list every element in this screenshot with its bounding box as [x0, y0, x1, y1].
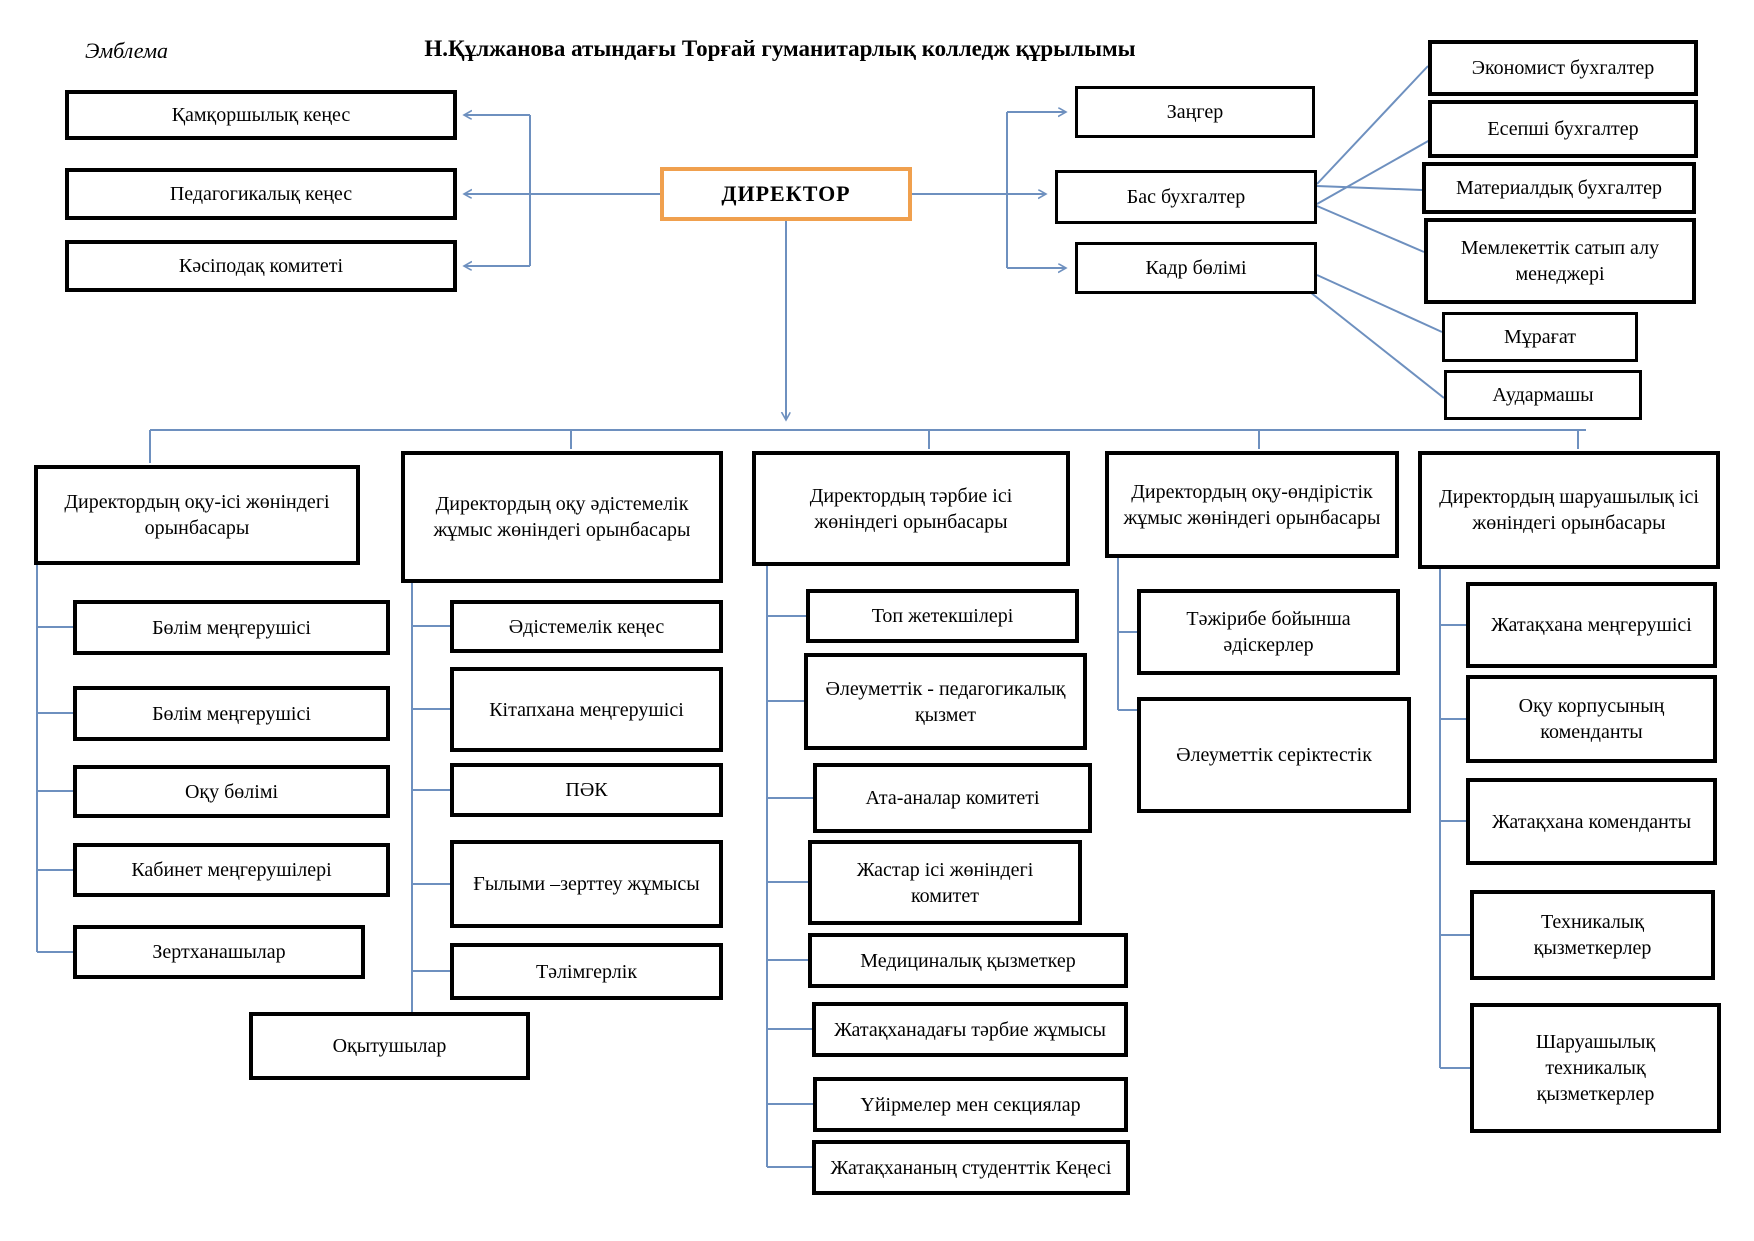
node-practice-methodists: Тәжірибе бойынша әдіскерлер — [1137, 589, 1400, 675]
node-dormitory-student-council: Жатақхананың студенттік Кеңесі — [812, 1140, 1130, 1195]
node-methodical-council: Әдістемелік кеңес — [450, 600, 723, 653]
node-study-dept: Оқу бөлімі — [73, 765, 390, 818]
node-deputy-academic: Директордың оқу-ісі жөніндегі орынбасары — [34, 465, 360, 565]
node-director: ДИРЕКТОР — [660, 167, 912, 221]
node-economist-accountant: Экономист бухгалтер — [1428, 40, 1698, 96]
node-mentorship: Тәлімгерлік — [450, 943, 723, 1000]
node-group-leaders: Топ жетекшілері — [806, 589, 1079, 643]
node-procurement-manager: Мемлекеттік сатып алу менеджері — [1424, 218, 1696, 304]
node-parents-committee: Ата-аналар комитеті — [813, 763, 1092, 833]
node-teachers: Оқытушылар — [249, 1012, 530, 1080]
node-deputy-methodical: Директордың оқу әдістемелік жұмыс жөніндегі орынбасары — [401, 451, 723, 583]
node-lawyer: Заңгер — [1075, 86, 1315, 138]
node-social-pedagogical: Әлеуметтік - педагогикалық қызмет — [804, 653, 1087, 750]
node-campus-commandant: Оқу корпусының коменданты — [1466, 675, 1717, 763]
node-deputy-educational: Директордың тәрбие ісі жөніндегі орынбасары — [752, 451, 1070, 566]
node-technical-staff: Техникалық қызметкерлер — [1470, 890, 1715, 980]
node-deputy-economic: Директордың шаруашылық ісі жөніндегі орынбасары — [1418, 451, 1720, 569]
node-cabinet-heads: Кабинет меңгерушілері — [73, 843, 390, 897]
node-hr-department: Кадр бөлімі — [1075, 242, 1317, 294]
connector-column-methodical — [412, 583, 450, 1012]
connector-chief-accountant-fan — [1317, 66, 1430, 252]
node-material-accountant: Материалдық бухгалтер — [1422, 162, 1696, 214]
node-chief-accountant: Бас бухгалтер — [1055, 170, 1317, 224]
page-title: Н.Құлжанова атындағы Торғай гуманитарлық колледж құрылымы — [424, 36, 1136, 61]
node-pak: ПӘК — [450, 763, 723, 817]
node-deputy-production: Директордың оқу-өндірістік жұмыс жөніндегі орынбасары — [1105, 451, 1399, 558]
node-clubs-sections: Үйірмелер мен секциялар — [813, 1077, 1128, 1132]
node-research-work: Ғылыми –зерттеу жұмысы — [450, 840, 723, 928]
emblem-label: Эмблема — [85, 38, 169, 63]
connector-column-academic — [37, 565, 73, 952]
node-lab-assistants: Зертханашылар — [73, 925, 365, 979]
node-dept-head-1: Бөлім меңгерушісі — [73, 600, 390, 655]
node-dormitory-head: Жатақхана меңгерушісі — [1466, 582, 1717, 668]
node-translator: Аудармашы — [1444, 370, 1642, 420]
node-medical-worker: Медициналық қызметкер — [808, 933, 1128, 988]
connector-director-to-left-councils — [464, 115, 660, 266]
connector-column-production — [1118, 558, 1137, 710]
node-pedagogical-council: Педагогикалық кеңес — [65, 168, 457, 220]
node-archive: Мұрағат — [1442, 312, 1638, 362]
node-dormitory-education: Жатақханадағы тәрбие жұмысы — [812, 1002, 1128, 1057]
node-dormitory-commandant: Жатақхана коменданты — [1466, 778, 1717, 865]
node-accounting-clerk: Есепші бухгалтер — [1428, 100, 1698, 158]
connector-director-to-right-units — [912, 112, 1066, 268]
node-social-partnership: Әлеуметтік серіктестік — [1137, 697, 1411, 813]
node-union-committee: Кәсіподақ комитеті — [65, 240, 457, 292]
node-dept-head-2: Бөлім меңгерушісі — [73, 686, 390, 741]
node-guardianship-council: Қамқоршылық кеңес — [65, 90, 457, 140]
node-youth-committee: Жастар ісі жөніндегі комитет — [808, 840, 1082, 925]
node-economic-technical-staff: Шаруашылық техникалық қызметкерлер — [1470, 1003, 1721, 1133]
node-library-head: Кітапхана меңгерушісі — [450, 667, 723, 752]
